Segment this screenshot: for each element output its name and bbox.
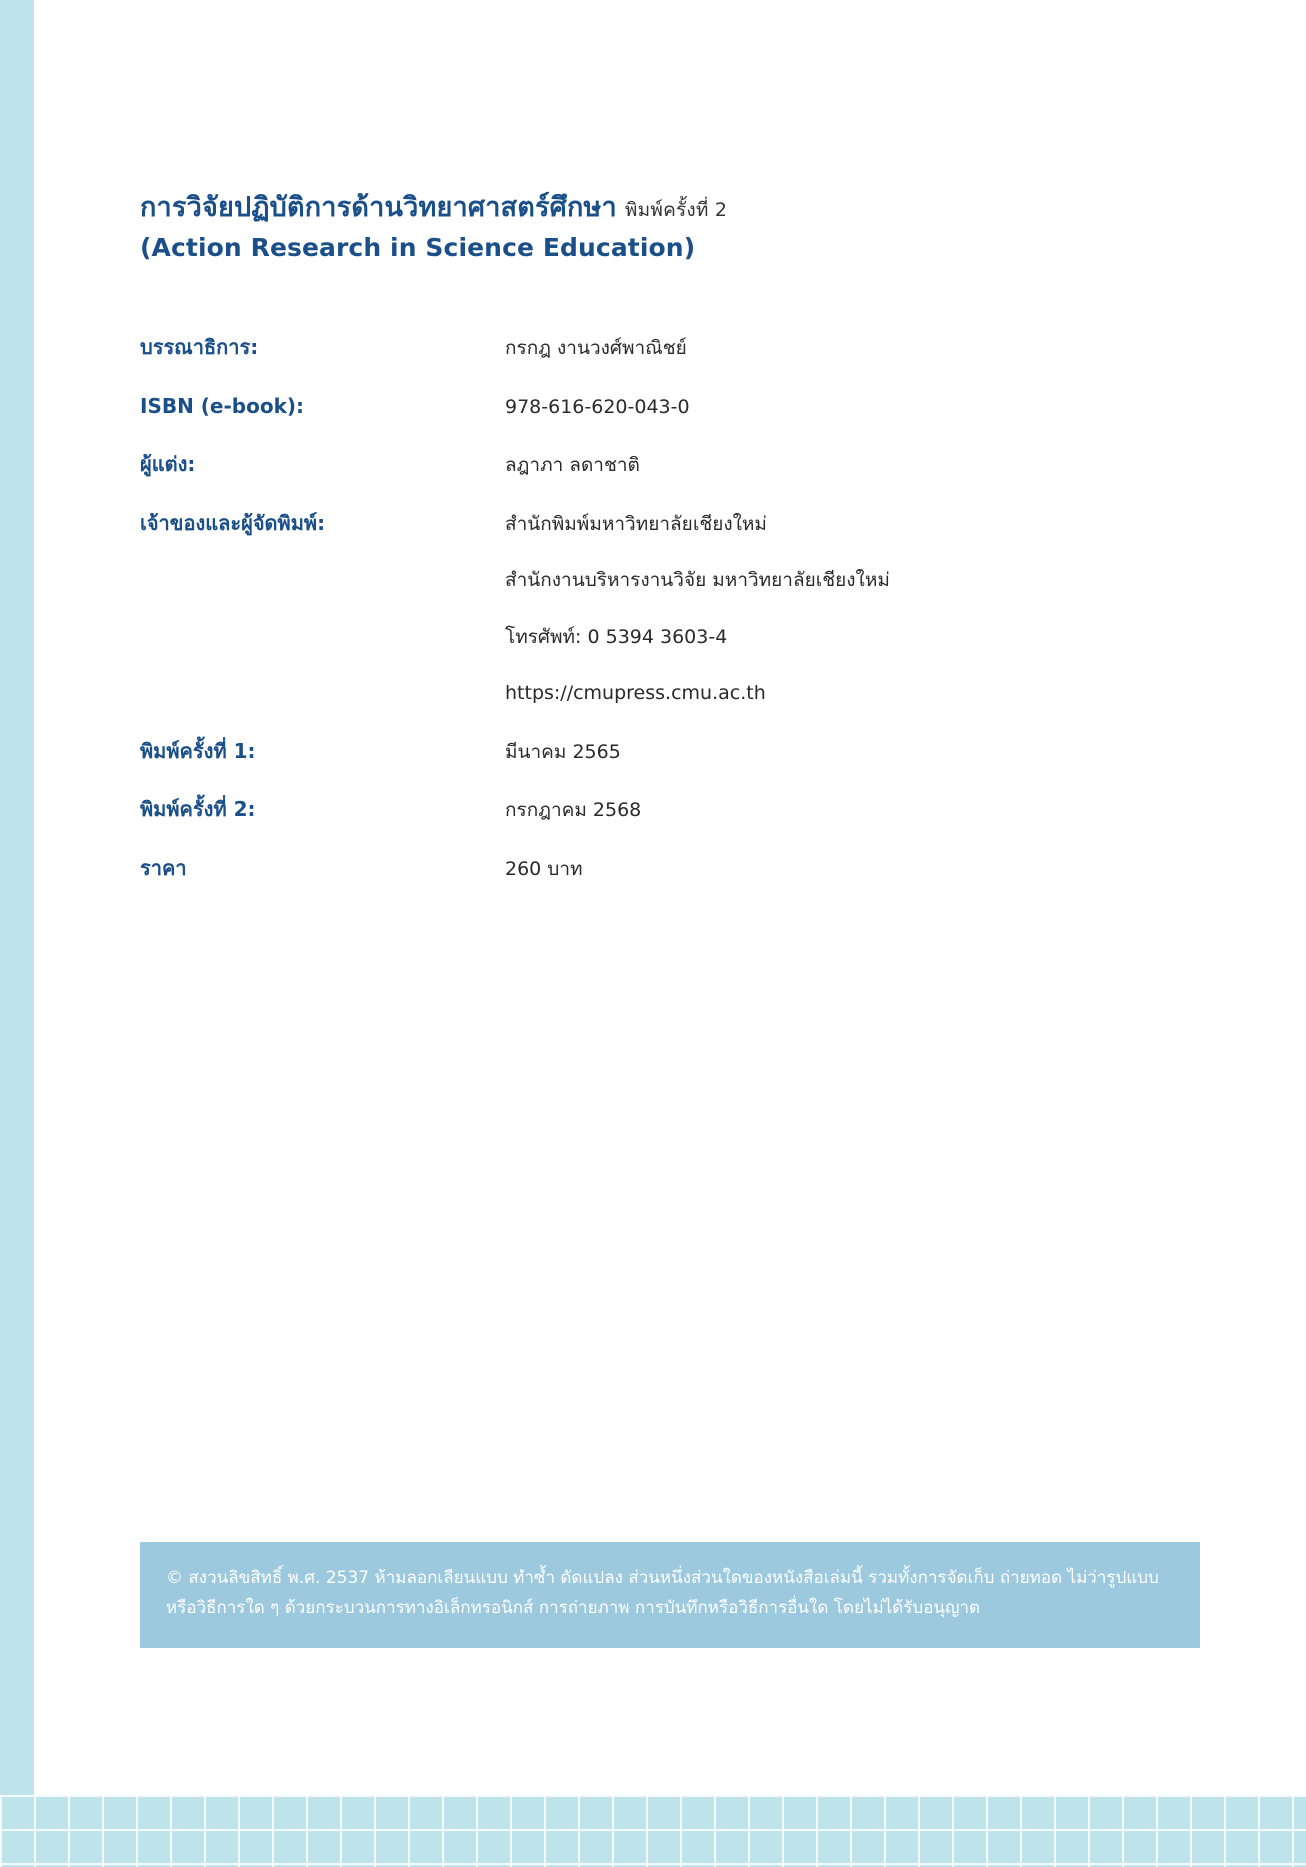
- price-value: 260 บาท: [505, 857, 583, 880]
- editor-value: กรกฎ งานวงศ์พาณิชย์: [505, 337, 687, 360]
- page-body: [34, 0, 1306, 1867]
- copyright-banner: [140, 1542, 1200, 1648]
- print-second-value: กรกฎาคม 2568: [505, 799, 642, 822]
- row-print-second: [140, 794, 1200, 825]
- copyright-text: © สงวนลิขสิทธิ์ พ.ศ. 2537 ห้ามลอกเลียนแบบ ทำซ้ำ ดัดแปลง ส่วนหนึ่งส่วนใดของหนังสือเล่มนี้ รวมทั้งการจัดเก็บ ถ่ายทอด ไม่ว่ารูปแบบหรือวิธีการใด ๆ ด้วยกระบวนการทางอิเล็กทรอนิกส์ การถ่ายภาพ การบันทึกหรือวิธีการอื่นใด โดยไม่ได้รับอนุญาต: [166, 1568, 1159, 1618]
- publisher-url-link[interactable]: https://cmupress.cmu.ac.th: [505, 682, 766, 705]
- row-price: [140, 853, 1200, 884]
- print-second-label: พิมพ์ครั้งที่ 2:: [140, 797, 256, 822]
- row-isbn: [140, 391, 1200, 422]
- row-author: [140, 449, 1200, 480]
- title-edition-text: พิมพ์ครั้งที่ 2: [624, 199, 728, 221]
- editor-label: บรรณาธิการ:: [140, 335, 259, 360]
- print-first-value: มีนาคม 2565: [505, 740, 621, 763]
- left-decorative-bar: [0, 0, 34, 1867]
- bottom-decorative-strip: [0, 1795, 1306, 1867]
- row-publisher: [140, 508, 1200, 539]
- price-label: ราคา: [140, 855, 187, 880]
- imprint-table: [140, 332, 1200, 883]
- row-editor: [140, 332, 1200, 363]
- author-value: ลฎาภา ลดาชาติ: [505, 454, 640, 477]
- imprint-content: [140, 190, 1200, 911]
- title-thai-text: การวิจัยปฏิบัติการด้านวิทยาศาสตร์ศึกษา: [140, 192, 617, 223]
- author-label: ผู้แต่ง:: [140, 452, 196, 477]
- bottom-strip-grid: [0, 1795, 1306, 1867]
- publisher-value: สำนักพิมพ์มหาวิทยาลัยเชียงใหม่: [505, 512, 767, 535]
- publisher-phone-line: โทรศัพท์: 0 5394 3603-4: [505, 625, 728, 648]
- isbn-label: ISBN (e-book):: [140, 393, 305, 418]
- page-title-english: (Action Research in Science Education): [140, 233, 696, 263]
- isbn-value: 978-616-620-043-0: [505, 395, 690, 418]
- page-title-thai: [140, 190, 1200, 226]
- row-print-first: [140, 736, 1200, 767]
- print-first-label: พิมพ์ครั้งที่ 1:: [140, 738, 256, 763]
- publisher-label: เจ้าของและผู้จัดพิมพ์:: [140, 510, 326, 535]
- publisher-office-line: สำนักงานบริหารงานวิจัย มหาวิทยาลัยเชียงใหม่: [505, 569, 890, 592]
